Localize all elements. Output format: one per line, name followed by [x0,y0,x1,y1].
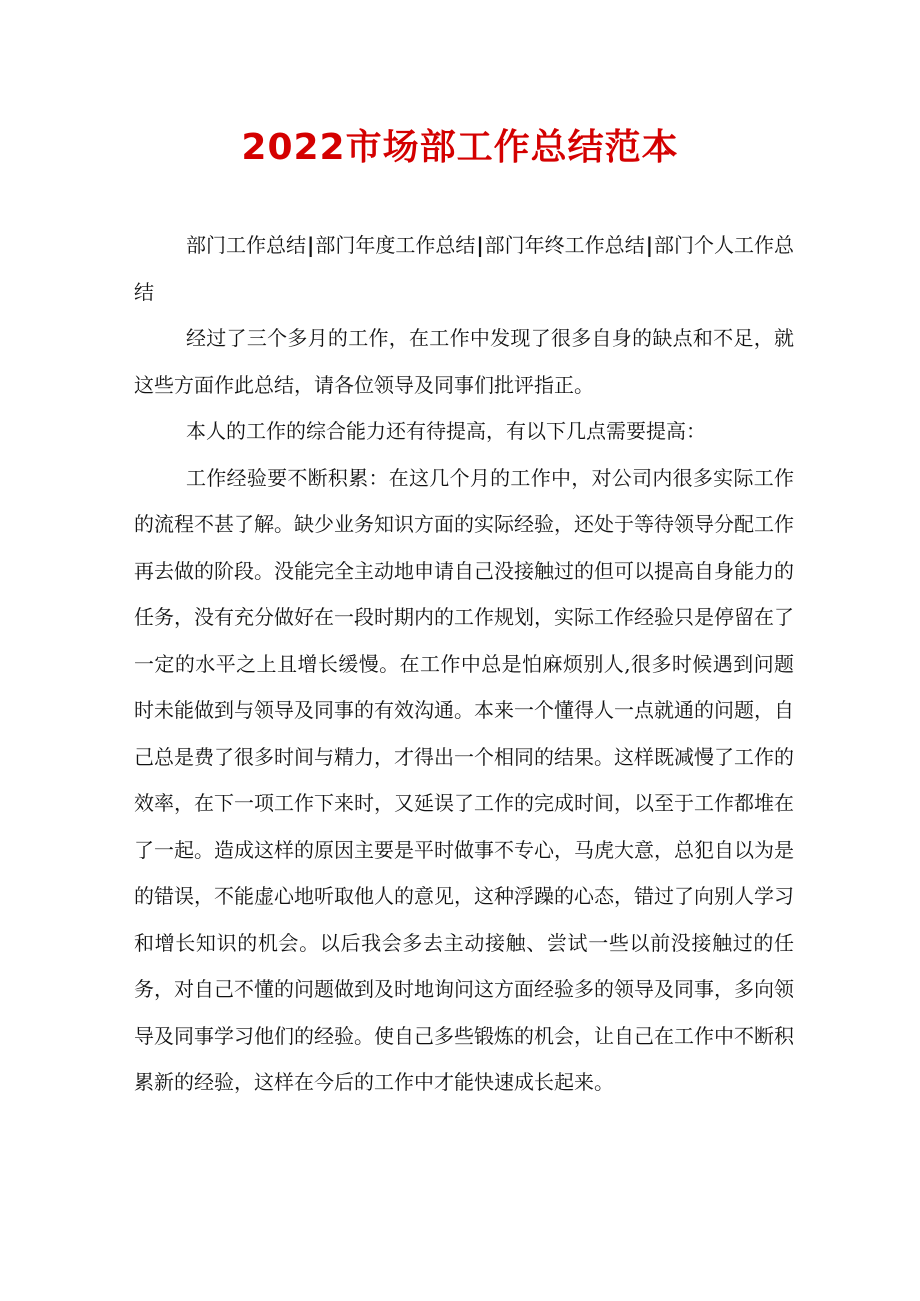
body-paragraph: 工作经验要不断积累：在这几个月的工作中，对公司内很多实际工作的流程不甚了解。缺少业务知识方面的实际经验，还处于等待领导分配工作再去做的阶段。没能完全主动地申请自己没接触过的但可以提高自身能力的任务，没有充分做好在一段时期内的工作规划，实际工作经验只是停留在了一定的水平之上且增长缓慢。在工作中总是怕麻烦别人,很多时候遇到问题时未能做到与领导及同事的有效沟通。本来一个懂得人一点就通的问题，自己总是费了很多时间与精力，才得出一个相同的结果。这样既减慢了工作的效率，在下一项工作下来时，又延误了工作的完成时间，以至于工作都堆在了一起。造成这样的原因主要是平时做事不专心，马虎大意，总犯自以为是的错误，不能虚心地听取他人的意见，这种浮躁的心态，错过了向别人学习和增长知识的机会。以后我会多去主动接触、尝试一些以前没接触过的任务，对自己不懂的问题做到及时地询问这方面经验多的领导及同事，多向领导及同事学习他们的经验。使自己多些锻炼的机会，让自己在工作中不断积累新的经验，这样在今后的工作中才能快速成长起来。 [134,465,794,1094]
category-item: 部门个人工作总结 [134,233,795,304]
category-item: 部门年度工作总结 [315,233,476,257]
category-line [134,222,794,315]
document-title: 2022市场部工作总结范本 [241,127,679,168]
category-separator: | [645,233,654,257]
document-body [134,222,794,1106]
category-item: 部门工作总结 [186,233,307,257]
category-separator: | [476,233,484,257]
category-item: 部门年终工作总结 [484,233,645,257]
body-paragraph: 本人的工作的综合能力还有待提高，有以下几点需要提高： [186,419,706,443]
category-separator: | [307,233,315,257]
body-paragraph: 经过了三个多月的工作，在工作中发现了很多自身的缺点和不足，就这些方面作此总结，请各位领导及同事们批评指正。 [134,326,794,397]
